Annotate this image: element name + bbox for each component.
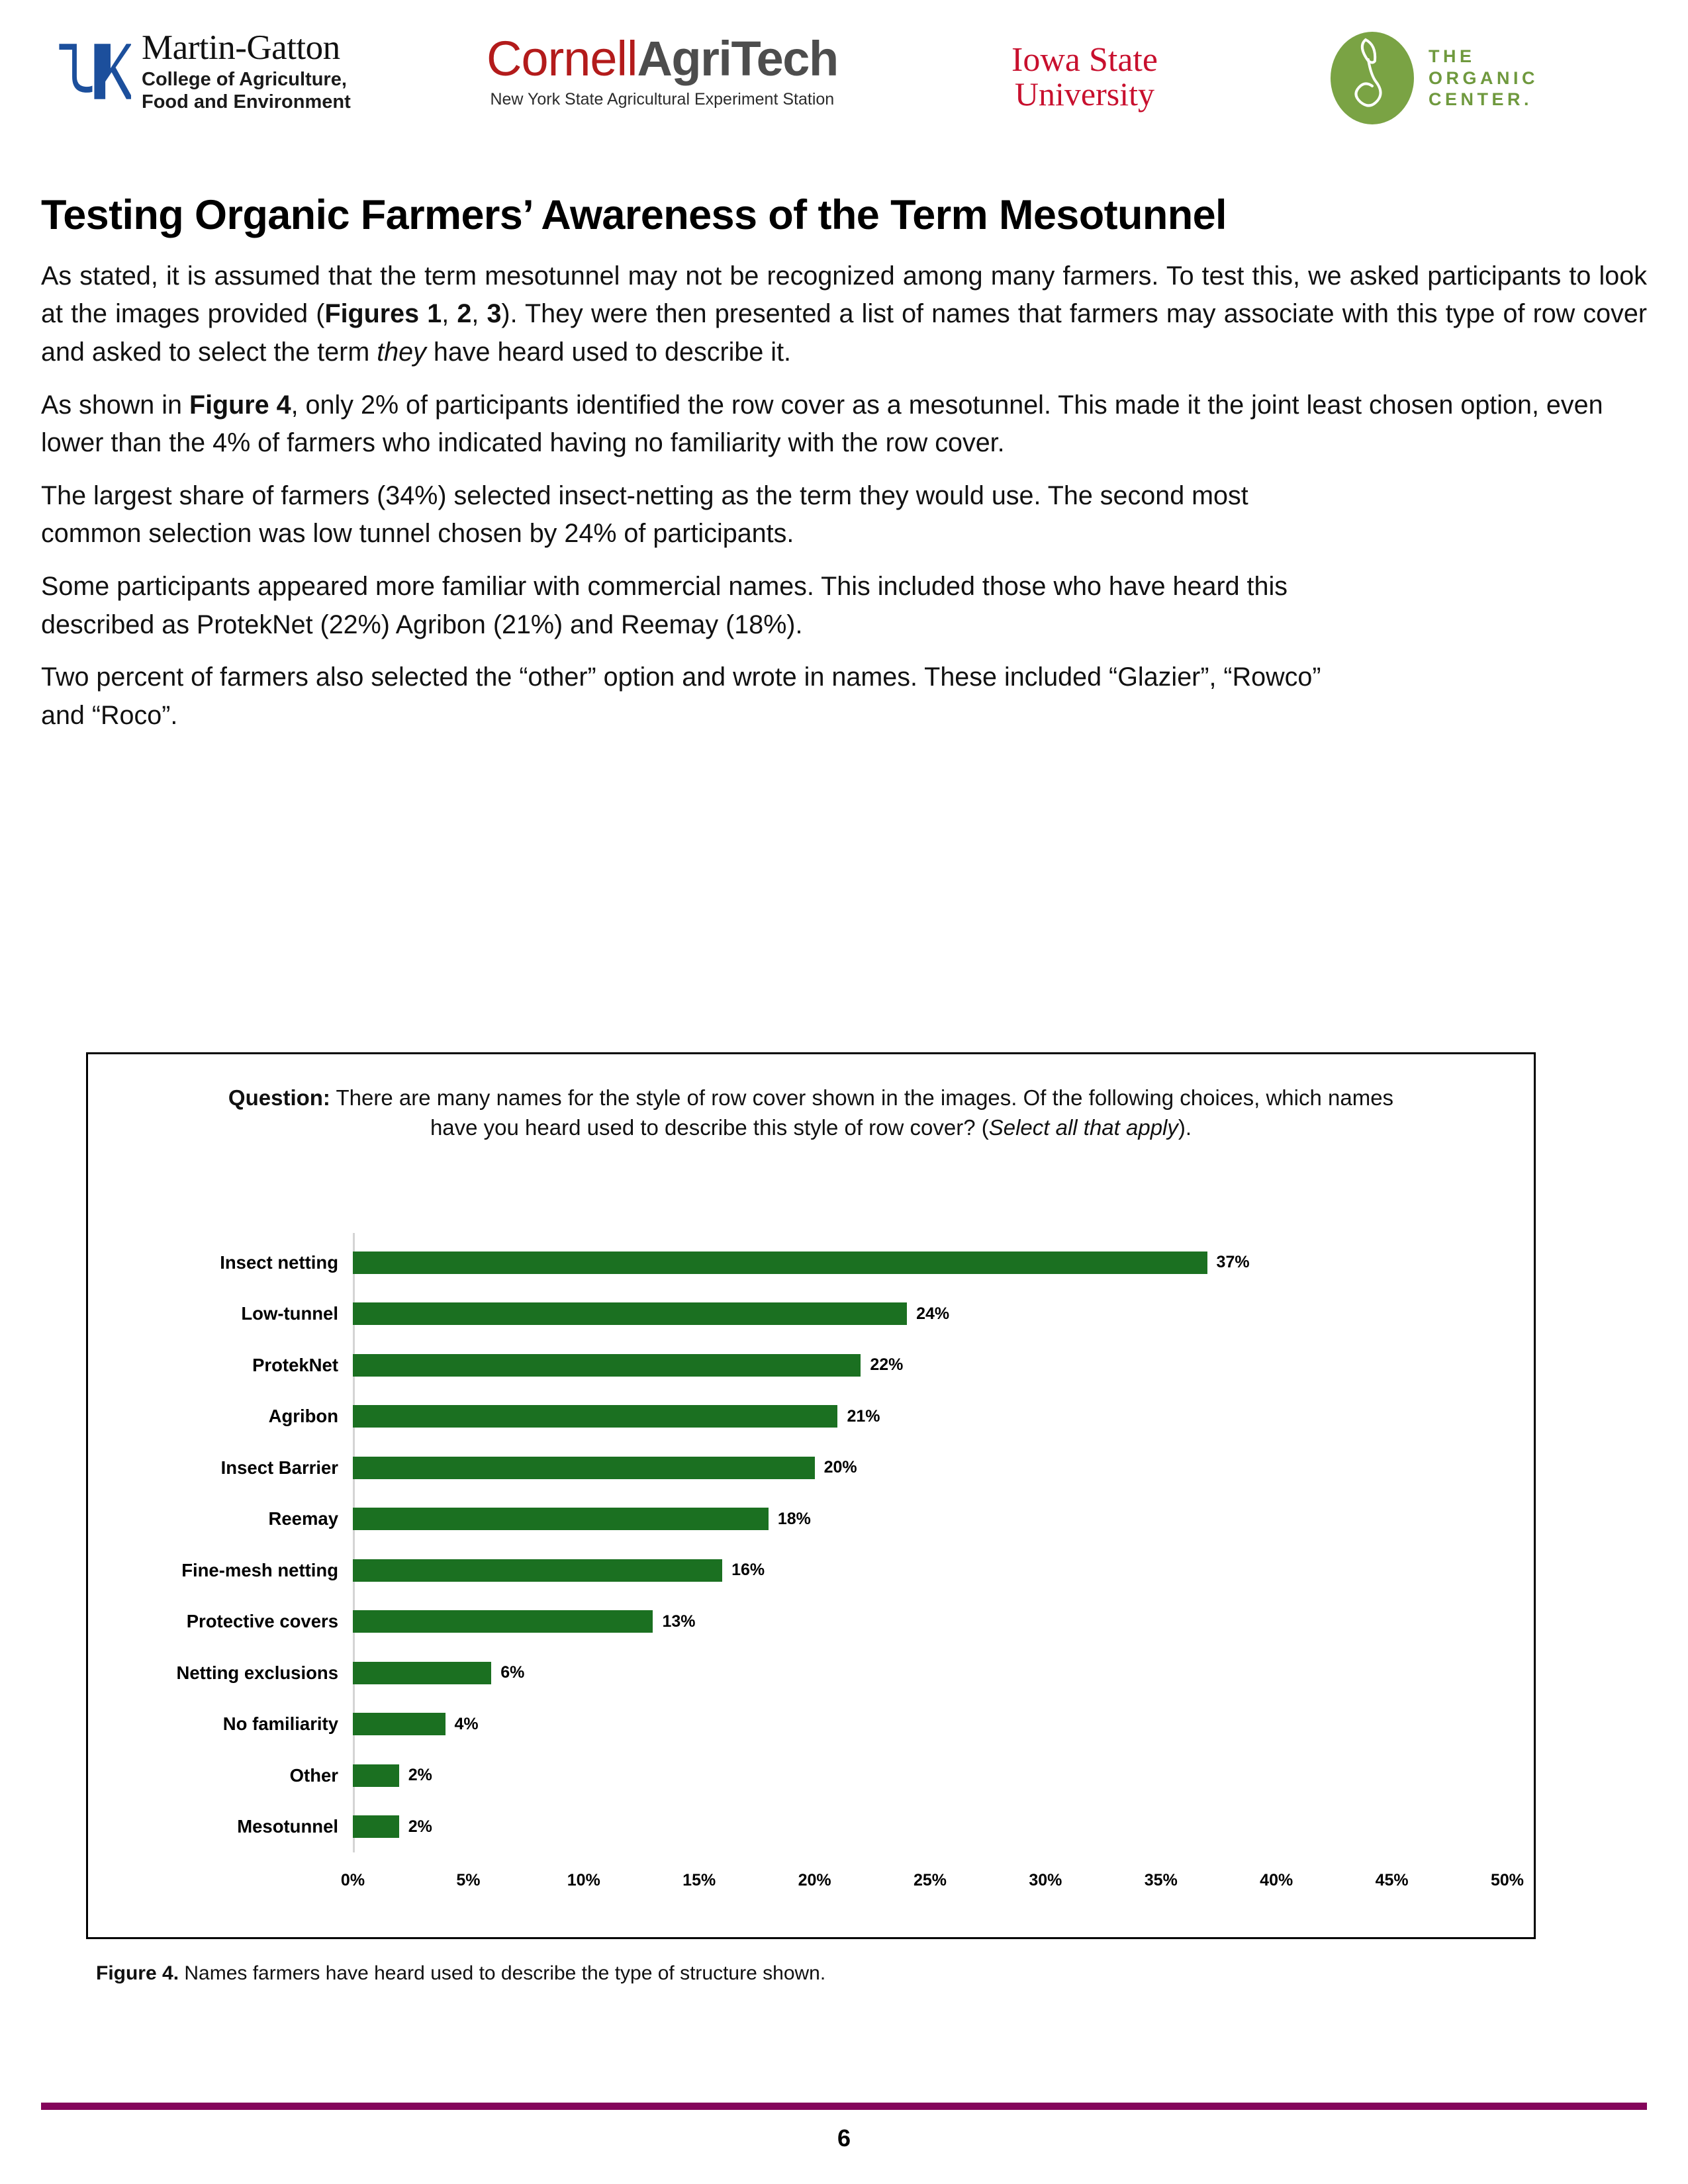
toc-line1: THE bbox=[1429, 46, 1476, 66]
chart-bar-track bbox=[353, 1348, 1507, 1383]
x-axis-tick-label: 25% bbox=[913, 1871, 947, 1889]
chart-bar-value-label: 6% bbox=[500, 1663, 525, 1682]
chart-category-label: Low-tunnel bbox=[241, 1303, 338, 1324]
x-axis-tick-label: 45% bbox=[1375, 1871, 1409, 1889]
toc-line3: CENTER. bbox=[1429, 89, 1533, 110]
chart-bar-row bbox=[88, 1809, 1507, 1844]
cornell-word: Cornell bbox=[487, 31, 637, 86]
chart-bar-value-label: 2% bbox=[408, 1766, 432, 1785]
seedling-glyph bbox=[1331, 32, 1414, 124]
chart-category-label: Reemay bbox=[268, 1508, 338, 1529]
figure-4-chart bbox=[86, 1052, 1536, 1939]
page-title: Testing Organic Farmers’ Awareness of the Term Mesotunnel bbox=[41, 192, 1227, 238]
chart-bar-value-label: 2% bbox=[408, 1817, 432, 1836]
logo-the-organic-center bbox=[1331, 32, 1538, 124]
logo-cornell-agritech bbox=[487, 31, 838, 109]
x-axis-tick-label: 5% bbox=[456, 1871, 481, 1889]
question-italic: Select all that apply bbox=[988, 1115, 1178, 1140]
chart-question-title bbox=[88, 1054, 1534, 1143]
chart-bar-row bbox=[88, 1656, 1507, 1690]
chart-plot-area bbox=[88, 1226, 1534, 1937]
chart-category-label: Insect netting bbox=[220, 1251, 338, 1273]
uk-logo-line1: Martin-Gatton bbox=[142, 28, 340, 67]
chart-bar-track bbox=[353, 1451, 1507, 1485]
x-axis-tick-label: 10% bbox=[567, 1871, 600, 1889]
chart-bar-value-label: 37% bbox=[1216, 1253, 1250, 1272]
chart-bar-row bbox=[88, 1246, 1507, 1280]
paragraph-5: Two percent of farmers also selected the “other” option and wrote in names. These included “Glazier”, “Rowco” and “Roco”. bbox=[41, 662, 1321, 731]
page-number: 6 bbox=[837, 2124, 851, 2152]
chart-bar-track bbox=[353, 1604, 1507, 1639]
chart-bar-track bbox=[353, 1809, 1507, 1844]
chart-bar bbox=[353, 1610, 653, 1633]
x-axis-tick-label: 30% bbox=[1029, 1871, 1062, 1889]
chart-bar bbox=[353, 1251, 1207, 1274]
organic-center-seedling-icon bbox=[1331, 32, 1414, 124]
question-label: Question: bbox=[228, 1085, 330, 1110]
chart-bar-value-label: 24% bbox=[916, 1304, 950, 1323]
x-axis-tick-label: 40% bbox=[1260, 1871, 1293, 1889]
chart-bar-value-label: 18% bbox=[777, 1509, 811, 1528]
question-suffix: ). bbox=[1178, 1115, 1192, 1140]
chart-bar-track bbox=[353, 1707, 1507, 1741]
chart-bar-value-label: 4% bbox=[454, 1714, 479, 1733]
chart-category-label: Protective covers bbox=[186, 1611, 338, 1632]
chart-bar bbox=[353, 1354, 861, 1377]
chart-bar bbox=[353, 1662, 491, 1684]
x-axis-tick-label: 15% bbox=[682, 1871, 716, 1889]
logo-iowa-state-university bbox=[1011, 42, 1158, 111]
chart-bar bbox=[353, 1457, 815, 1479]
figure-caption bbox=[96, 1962, 825, 1985]
chart-bar-track bbox=[353, 1758, 1507, 1793]
logo-bar bbox=[0, 25, 1688, 141]
chart-bar bbox=[353, 1764, 399, 1787]
uk-monogram-icon bbox=[53, 36, 131, 108]
paragraph-3: The largest share of farmers (34%) selected insect-netting as the term they would use. The second most common selection was low tunnel chosen by 24% of participants. bbox=[41, 480, 1248, 549]
paragraph-4: Some participants appeared more familiar with commercial names. This included those who have heard this described as ProtekNet (22%) Agribon (21%) and Reemay (18%). bbox=[41, 572, 1288, 639]
chart-category-label: ProtekNet bbox=[252, 1354, 338, 1375]
chart-category-label: Netting exclusions bbox=[176, 1662, 338, 1683]
chart-bar bbox=[353, 1713, 445, 1735]
uk-logo-line2: College of Agriculture, bbox=[142, 69, 347, 90]
chart-bar bbox=[353, 1302, 907, 1325]
chart-bar-value-label: 16% bbox=[731, 1561, 765, 1580]
chart-category-label: No familiarity bbox=[222, 1713, 338, 1735]
chart-bar-value-label: 20% bbox=[823, 1458, 857, 1477]
x-axis-tick-label: 50% bbox=[1490, 1871, 1524, 1889]
chart-bar-row bbox=[88, 1297, 1507, 1331]
chart-bar bbox=[353, 1559, 722, 1582]
question-text: There are many names for the style of row cover shown in the images. Of the following choices, which names have you heard used to describe this style of row cover? ( bbox=[330, 1085, 1394, 1140]
paragraph-1: As stated, it is assumed that the term mesotunnel may not be recognized among many farmers. To test this, we asked participants to look at the images provided (Figures 1, 2, 3). They were then presented a list of names that farmers may associate with this type of row cover and asked to select the term they have heard used to describe it. bbox=[41, 261, 1647, 367]
agritech-word: AgriTech bbox=[637, 31, 838, 86]
chart-category-label: Fine-mesh netting bbox=[181, 1559, 338, 1580]
figure-caption-label: Figure 4. bbox=[96, 1962, 179, 1984]
chart-bar-row bbox=[88, 1502, 1507, 1536]
chart-bar-track bbox=[353, 1553, 1507, 1588]
uk-logo-line3: Food and Environment bbox=[142, 91, 351, 113]
cornell-subtitle: New York State Agricultural Experiment Station bbox=[490, 90, 835, 109]
chart-bar-row bbox=[88, 1348, 1507, 1383]
chart-bar bbox=[353, 1815, 399, 1838]
x-axis-ticks bbox=[340, 1871, 1524, 1897]
isu-line1: Iowa State bbox=[1011, 41, 1158, 79]
footer-rule bbox=[41, 2103, 1647, 2110]
x-axis-tick-label: 0% bbox=[340, 1871, 365, 1889]
chart-bar-row bbox=[88, 1604, 1507, 1639]
chart-bar-track bbox=[353, 1399, 1507, 1433]
isu-line2: University bbox=[1014, 75, 1155, 113]
x-axis-tick-label: 20% bbox=[798, 1871, 831, 1889]
chart-bar-value-label: 22% bbox=[870, 1355, 904, 1375]
paragraph-2: As shown in Figure 4, only 2% of participants identified the row cover as a mesotunnel. This made it the joint least chosen option, even lower than the 4% of farmers who indicated having no familiarity with the row cover. bbox=[41, 390, 1603, 458]
chart-bar-track bbox=[353, 1297, 1507, 1331]
chart-bar-value-label: 21% bbox=[847, 1406, 880, 1426]
figure-caption-text: Names farmers have heard used to describe the type of structure shown. bbox=[179, 1962, 826, 1984]
chart-bar bbox=[353, 1508, 769, 1530]
document-body bbox=[41, 192, 1647, 750]
chart-bar-row bbox=[88, 1553, 1507, 1588]
toc-line2: ORGANIC bbox=[1429, 68, 1538, 88]
chart-category-label: Agribon bbox=[268, 1406, 338, 1427]
chart-bar-track bbox=[353, 1656, 1507, 1690]
chart-bar-row bbox=[88, 1758, 1507, 1793]
chart-bar-row bbox=[88, 1451, 1507, 1485]
chart-category-label: Other bbox=[289, 1764, 338, 1786]
x-axis-tick-label: 35% bbox=[1144, 1871, 1178, 1889]
chart-bar-value-label: 13% bbox=[662, 1612, 696, 1631]
chart-category-label: Mesotunnel bbox=[237, 1816, 338, 1837]
bar-series bbox=[88, 1237, 1507, 1852]
chart-bar-row bbox=[88, 1707, 1507, 1741]
chart-bar-track bbox=[353, 1502, 1507, 1536]
chart-bar-track bbox=[353, 1246, 1507, 1280]
chart-category-label: Insect Barrier bbox=[220, 1457, 338, 1478]
chart-bar bbox=[353, 1405, 837, 1428]
chart-bar-row bbox=[88, 1399, 1507, 1433]
logo-uk-martin-gatton bbox=[53, 30, 351, 113]
